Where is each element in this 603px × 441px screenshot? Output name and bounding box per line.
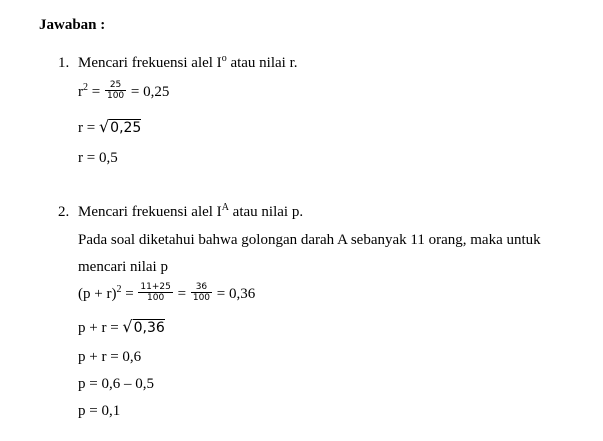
eq-equals: = xyxy=(121,285,138,302)
radicand: 0,25 xyxy=(110,120,142,136)
item-2-equation-1 xyxy=(78,284,255,305)
item-2-number: 2. xyxy=(58,204,70,220)
eq-lhs: r xyxy=(78,83,83,100)
fraction-2 xyxy=(191,282,212,303)
eq-equals: = xyxy=(88,83,104,100)
item-1-title-pre: Mencari frekuensi alel I xyxy=(78,55,222,71)
square-root xyxy=(99,119,141,136)
item-2-title-pre: Mencari frekuensi alel I xyxy=(78,204,222,220)
item-2-equation-3: p + r = 0,6 xyxy=(78,349,142,365)
item-1-equation-1 xyxy=(78,82,169,103)
fraction-numerator: 25 xyxy=(105,80,126,91)
item-1-equation-2 xyxy=(78,119,141,136)
item-1-title-post: atau nilai r. xyxy=(226,55,298,71)
radical-sign: √ xyxy=(122,317,133,336)
eq-rhs: = 0,25 xyxy=(127,83,170,100)
item-2-paragraph-line-1: Pada soal diketahui bahwa golongan darah A sebanyak 11 orang, maka untuk xyxy=(78,232,541,248)
eq-lhs: r = xyxy=(78,120,99,136)
fraction xyxy=(105,80,126,101)
eq-sup: 2 xyxy=(83,81,88,93)
fraction-denominator: 100 xyxy=(106,91,125,101)
square-root xyxy=(122,319,164,336)
fraction-denominator: 100 xyxy=(192,293,211,303)
item-2-equation-2 xyxy=(78,319,165,336)
eq-lhs: p + r = xyxy=(78,320,123,336)
item-2-title-sup: A xyxy=(221,202,229,213)
item-2-equation-4: p = 0,6 – 0,5 xyxy=(78,376,154,392)
item-1-title-sup: o xyxy=(221,53,227,64)
eq-rhs: = 0,36 xyxy=(213,285,256,302)
fraction-numerator: 11+25 xyxy=(140,282,171,292)
fraction-1 xyxy=(138,282,172,303)
fraction-numerator: 36 xyxy=(191,282,212,293)
answer-heading: Jawaban : xyxy=(39,17,106,33)
eq-lhs: (p + r) xyxy=(78,285,117,302)
eq-sup: 2 xyxy=(116,283,122,295)
item-1-title xyxy=(78,53,298,71)
radicand: 0,36 xyxy=(133,320,165,336)
item-2-equation-5: p = 0,1 xyxy=(78,403,121,419)
eq-equals: = xyxy=(173,285,190,302)
radical-sign: √ xyxy=(98,117,110,136)
item-2-title xyxy=(78,202,304,220)
item-1-equation-3: r = 0,5 xyxy=(78,150,118,166)
fraction-denominator: 100 xyxy=(147,293,165,303)
item-1-number: 1. xyxy=(58,55,70,71)
item-2-title-post: atau nilai p. xyxy=(228,204,304,220)
item-2-paragraph-line-2: mencari nilai p xyxy=(78,259,168,275)
